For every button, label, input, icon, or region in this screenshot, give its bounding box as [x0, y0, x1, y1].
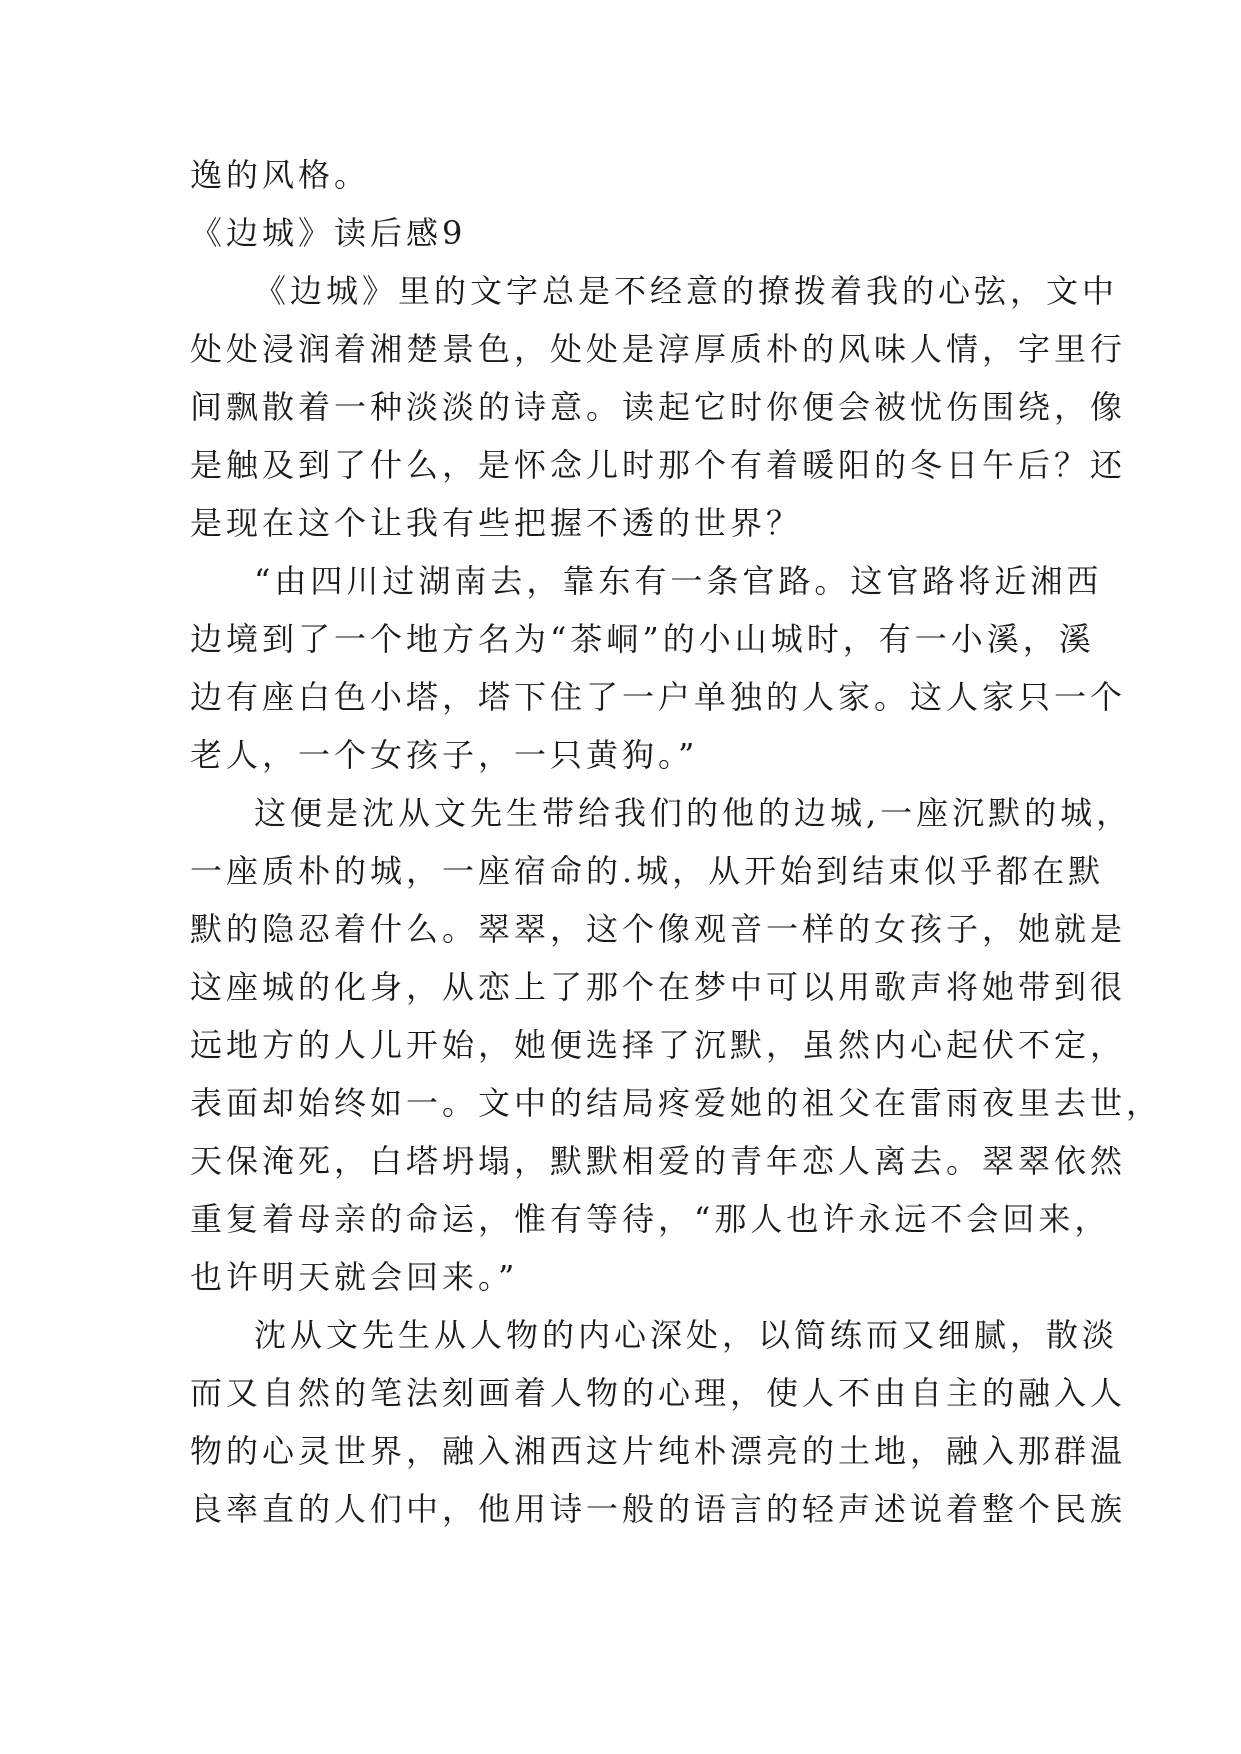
paragraph-1-line-2: 处处浸润着湘楚景色，处处是淳厚质朴的风味人情，字里行	[190, 330, 1127, 368]
text-line-closing: 逸的风格。	[190, 156, 371, 194]
paragraph-3-line-1: 这便是沈从文先生带给我们的他的边城,一座沉默的城，	[254, 794, 1133, 832]
paragraph-3-line-2: 一座质朴的城，一座宿命的.城，从开始到结束似乎都在默	[190, 852, 1105, 890]
paragraph-3-line-9: 也许明天就会回来。”	[190, 1258, 519, 1296]
paragraph-2-line-1: “由四川过湖南去，靠东有一条官路。这官路将近湘西	[254, 562, 1103, 600]
paragraph-3-line-6: 表面却始终如一。文中的结局疼爱她的祖父在雷雨夜里去世，	[190, 1084, 1163, 1122]
paragraph-3-line-3: 默的隐忍着什么。翠翠，这个像观音一样的女孩子，她就是	[190, 910, 1127, 948]
paragraph-4-line-3: 物的心灵世界，融入湘西这片纯朴漂亮的土地，融入那群温	[190, 1432, 1127, 1470]
paragraph-4-line-2: 而又自然的笔法刻画着人物的心理，使人不由自主的融入人	[190, 1374, 1127, 1412]
paragraph-4-line-4: 良率直的人们中，他用诗一般的语言的轻声述说着整个民族	[190, 1490, 1127, 1528]
paragraph-1-line-5: 是现在这个让我有些把握不透的世界？	[190, 504, 803, 542]
paragraph-3-line-8: 重复着母亲的命运，惟有等待，“那人也许永远不会回来，	[190, 1200, 1111, 1238]
paragraph-1-line-3: 间飘散着一种淡淡的诗意。读起它时你便会被忧伤围绕，像	[190, 388, 1127, 426]
paragraph-3-line-5: 远地方的人儿开始，她便选择了沉默，虽然内心起伏不定，	[190, 1026, 1127, 1064]
section-heading: 《边城》读后感9	[190, 214, 467, 252]
paragraph-1-line-4: 是触及到了什么，是怀念儿时那个有着暖阳的冬日午后？还	[190, 446, 1127, 484]
paragraph-2-line-3: 边有座白色小塔，塔下住了一户单独的人家。这人家只一个	[190, 678, 1127, 716]
paragraph-3-line-7: 天保淹死，白塔坍塌，默默相爱的青年恋人离去。翠翠依然	[190, 1142, 1127, 1180]
paragraph-2-line-2: 边境到了一个地方名为“茶峒”的小山城时，有一小溪，溪	[190, 620, 1095, 658]
paragraph-3-line-4: 这座城的化身，从恋上了那个在梦中可以用歌声将她带到很	[190, 968, 1127, 1006]
paragraph-2-line-4: 老人，一个女孩子，一只黄狗。”	[190, 736, 699, 774]
paragraph-4-line-1: 沈从文先生从人物的内心深处，以简练而又细腻，散淡	[254, 1316, 1119, 1354]
paragraph-1-line-1: 《边城》里的文字总是不经意的撩拨着我的心弦，文中	[254, 272, 1119, 310]
